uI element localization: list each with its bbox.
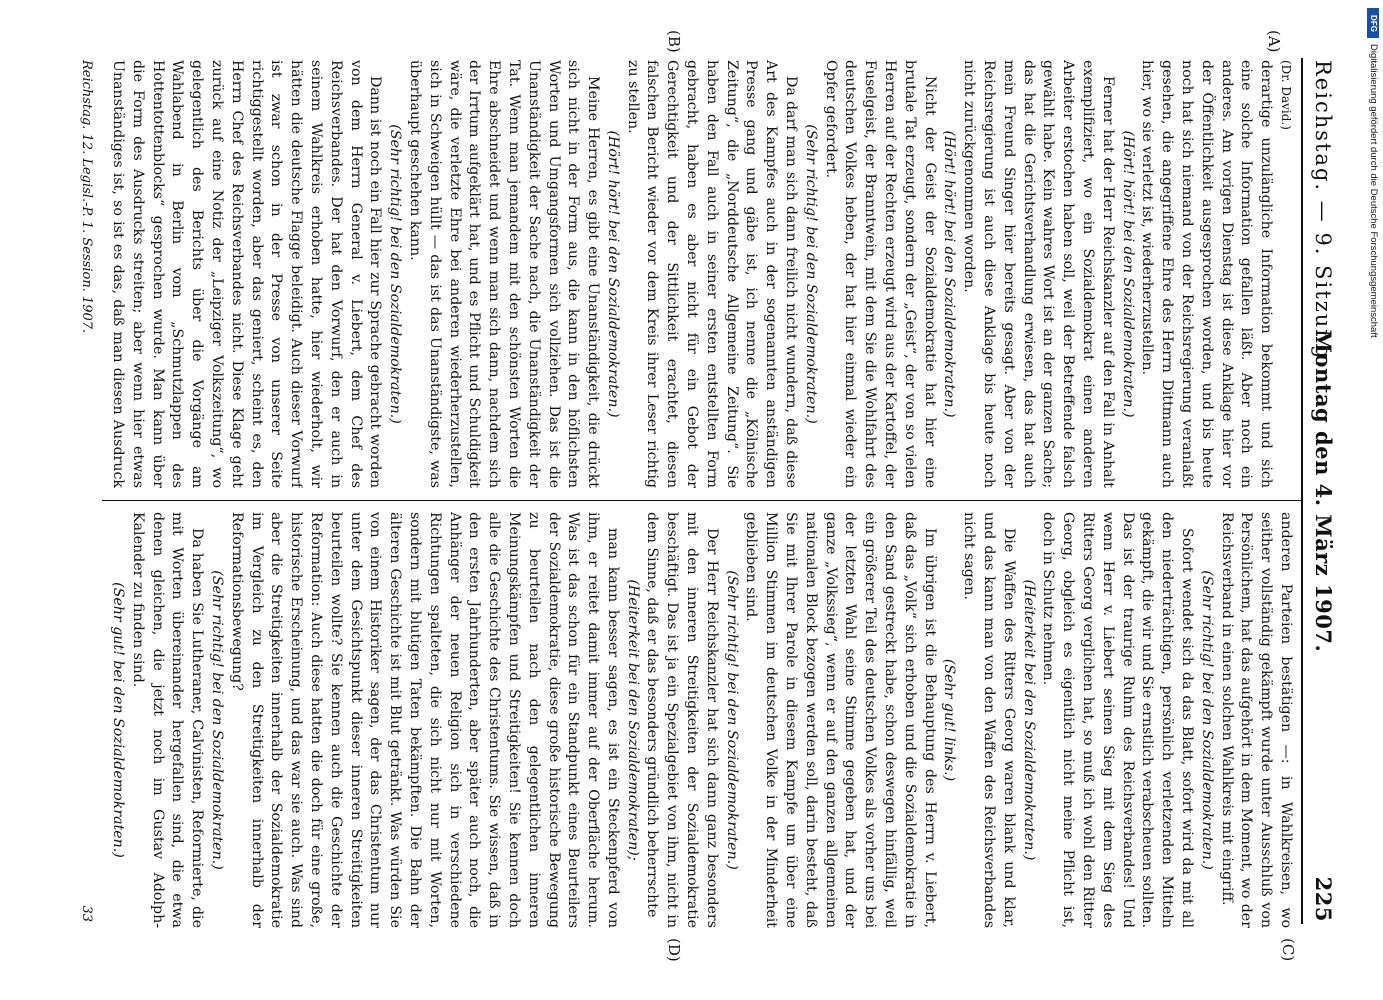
margin-marker-d: (D) xyxy=(665,938,683,962)
interjection: (Heiterkeit bei den Sozialdemokraten); xyxy=(624,579,641,861)
page-number: 225 xyxy=(1311,876,1336,922)
interjection: (Hört! hört! bei den Sozialdemokraten.) xyxy=(604,130,621,418)
dfg-logo-text: DFG xyxy=(1368,14,1378,32)
interjection: (Sehr richtig! bei den Sozialdemokraten.) xyxy=(208,570,225,870)
column-divider xyxy=(102,500,1301,501)
page-footer xyxy=(72,60,94,922)
paragraph: Da darf man sich dann freilich nicht wundern, daß diese Art des Kampfes auch in der sogenannten anständigen Presse gang und gäbe ist, ich nenne die „Kölnische Zeitung“, die „Norddeutsche Allgemeine Zeitung“. Sie haben den Fall auch in seiner ersten entstellten Form gebracht, haben es aber nicht für ein Gebot der Gerechtigkeit und der Sittlichkeit erachtet, diesen falschen Bericht wieder vor dem Kreis ihrer Leser richtig zu stellen. xyxy=(624,60,800,488)
paragraph: Nicht der Geist der Sozialdemokratie hat hier eine brutale Tat erzeugt, sondern der „Geist“, der von so vielen Herren auf der Rechten erzeugt wird aus der Kartoffel, der Fuselgeist, der Branntwein, mit dem Sie die Wohlfahrt des deutschen Volkes heben, der hat hier einmal wieder ein Opfer gefordert. xyxy=(822,60,938,488)
paragraph: Dann ist noch ein Fall hier zur Sprache gebracht worden von dem Herrn General v. Liebert, dem Chef des Reichsverbandes. Der hat den Vorwurf, den er auch in seinem Wahlkreis erhoben hatte, hier wiederholt, wir hätten die deutsche Flagge beleidigt. Auch dieser Vorwurf ist zwar schon in der Presse von unserer Seite richtiggestellt worden, aber das geniert, scheint es, den Herrn Chef des Reichsverbandes nicht. Diese Klage geht zurück auf eine Notiz der „Leipziger Volkszeitung“, wo gelegentlich des Berichts über die Vorgänge am Wahlabend in Berlin vom „Schmutzlappen des Hottentottenblocks“ gesprochen wurde. Man kann über die Form des Ausdrucks streiten; aber wenn hier etwas Unanständiges ist, so ist es das, daß man diesen Ausdruck xyxy=(110,60,384,488)
header-rule xyxy=(1301,58,1303,924)
header-left-title: Reichstag. — 9. Sitzung. xyxy=(1311,60,1335,369)
paragraph: Meine Herren, es gibt eine Unanständigkeit, die drückt sich nicht in der Form aus, die kann in den höflichsten Worten und Umgangsformen sich vollziehen. Das ist die Unanständigkeit der Sache nach, die Unanständigkeit der Tat. Wenn man jemandem mit den schönsten Worten die Ehre abschneidet und wenn man sich dann, nachdem sich der Irrtum aufgeklärt hat, und es Pflicht und Schuldigkeit wäre, die verletzte Ehre bei anderen wiederherzustellen, sich in Schweigen hüllt — das ist das Unanständigste, was überhaupt geschehen kann. xyxy=(406,60,602,488)
interjection: (Sehr richtig! bei den Sozialdemokraten.) xyxy=(802,124,819,424)
interjection: (Sehr gut! links.) xyxy=(941,658,958,782)
page-header xyxy=(1305,60,1335,922)
right-text-column xyxy=(110,512,1295,928)
left-text-column xyxy=(110,60,1295,488)
paragraph: Im übrigen ist die Behauptung des Herrn v. Liebert, daß das „Volk“ sich erhoben und die Sozialdemokratie in den Sand gestreckt habe, schon deswegen hinfällig, weil ein größerer Teil des deutschen Volkes als vorher uns bei der letzten Wahl seine Stimme gegeben hat, und der ganze „Volkssieg“, wenn er auf den ganzen allgemeinen nationalen Block bezogen werden soll, darin besteht, daß Sie mit Ihrer Parole in diesem Kampfe um über eine Million Stimmen im deutschen Volke in der Minderheit geblieben sind. xyxy=(743,512,938,928)
margin-marker-c: (C) xyxy=(1279,938,1297,962)
margin-marker-b: (B) xyxy=(665,30,683,53)
digitization-note: Digitalisierung gefördert durch die Deutsche Forschungsgemeinschaft xyxy=(1368,44,1379,338)
interjection: (Sehr gut! bei den Sozialdemokraten.) xyxy=(110,582,126,858)
footer-sheet-number: 33 xyxy=(79,905,94,922)
footer-session-info: Reichstag. 12. Legisl.-P. 1. Session. 1907. xyxy=(79,60,94,334)
paragraph: Ferner hat der Herr Reichskanzler auf den Fall in Anhalt exemplifiziert, wo ein Sozialdemokrat einen anderen Arbeiter erstochen haben soll, weil der Betreffende falsch gewählt habe. Kein wahres Wort ist an der ganzen Sache; das hat die Gerichtsverhandlung erwiesen, das hat auch mein Freund Singer hier bereits gesagt. Aber von der Reichsregierung ist auch diese Anklage bis heute noch nicht zurückgenommen worden. xyxy=(961,60,1116,488)
dfg-logo xyxy=(1367,8,1379,38)
header-date: Montag den 4. März 1907. xyxy=(1311,329,1336,653)
interjection: (Sehr richtig! bei den Sozialdemokraten.) xyxy=(387,124,404,424)
paragraph: Die Waffen des Ritters Georg waren blank und klar, und das kann man von den Waffen des Reichsverbandes nicht sagen. xyxy=(961,512,1017,928)
interjection: (Sehr richtig! bei den Sozialdemokraten.) xyxy=(723,570,740,870)
paragraph: anderen Parteien bestätigen —: in Wahlkreisen, wo seither vollständig gekämpft wurde unter Ausschluß von Persönlichem, hat das aufgehört in dem Moment, wo der Reichsverband in einen solchen Wahlkreis mit eingriff. xyxy=(1218,512,1294,928)
margin-marker-a: (A) xyxy=(1265,30,1283,53)
paragraph: man kann besser sagen, es ist ein Steckenpferd von ihm, er reitet damit immer auf der Oberfläche herum. Was ist das schon für ein Standpunkt eines Beurteilers der Sozialdemokratie, diese große historische Bewegung zu beurteilen nach den gelegentlichen inneren Meinungskämpfen und Streitigkeiten! Sie kennen doch alle die Geschichte des Christentums. Sie wissen, daß in den ersten Jahrhunderten, aber später auch noch, die Anhänger der neuen Religion sich in verschiedene Richtungen spalteten, die sich nicht nur mit Worten, sondern mit blutigen Taten bekämpften. Die Bahn der älteren Geschichte ist mit Blut getränkt. Was würden Sie von einem Historiker sagen, der das Christentum nur unter dem Gesichtspunkt dieser inneren Streitigkeiten beurteilen wollte? Sie kennen auch die Geschichte der Reformation: Auch diese hatten die doch für eine große, historische Erscheinung, und das war sie auch. Was sind aber die Streitigkeiten innerhalb der Sozialdemokratie im Vergleich zu den Streitigkeiten innerhalb der Reformationsbewegung? xyxy=(228,512,621,928)
interjection: (Heiterkeit bei den Sozialdemokraten.) xyxy=(1020,579,1037,861)
interjection: (Hört! hört! bei den Sozialdemokraten.) xyxy=(1119,130,1136,418)
paragraph: Der Herr Reichskanzler hat sich dann ganz besonders mit den inneren Streitigkeiten der Sozialdemokratie beschäftigt. Das ist ja ein Spezialgebiet von ihm, nicht in dem Sinne, daß er das besonders gründlich beherrschte xyxy=(644,512,720,928)
interjection: (Hört! hört! bei den Sozialdemokraten.) xyxy=(941,130,958,418)
paragraph: derartige unzulängliche Information bekommt und sich eine solche Information gefallen läßt. Aber noch ein anderes. Am vorigen Dienstag ist diese Anklage hier vor der Öffentlichkeit ausgesprochen worden, und bis heute noch hat sich niemand von der Reichsregierung veranlaßt gesehen, die angegriffene Ehre des Herrn Dittmann auch hier, wo sie verletzt ist, wiederherzustellen. xyxy=(1139,60,1275,488)
interjection: (Sehr richtig! bei den Sozialdemokraten.) xyxy=(1198,570,1215,870)
paragraph: Da haben Sie Lutheraner, Calvinisten, Reformierte, die mit Worten übereinander hergefallen sind, die etwa denen gleichen, die jetzt noch im Gustav Adolph-Kalender zu finden sind. xyxy=(129,512,206,928)
paragraph: Sofort wendet sich da das Blatt, sofort wird da mit all den niederträchtigen, persönlich verletzenden Mitteln gekämpft, die wir und Sie ernstlich verabscheuen sollten. Das ist der traurige Ruhm des Reichsverbandes! Und wenn Herr v. Liebert seinen Sieg mit dem Sieg des Ritters Georg verglichen hat, so muß ich wohl den Ritter Georg, obgleich es eigentlich nicht meine Pflicht ist, doch in Schutz nehmen. xyxy=(1040,512,1196,928)
speaker-label: (Dr. David.) xyxy=(1279,60,1293,130)
